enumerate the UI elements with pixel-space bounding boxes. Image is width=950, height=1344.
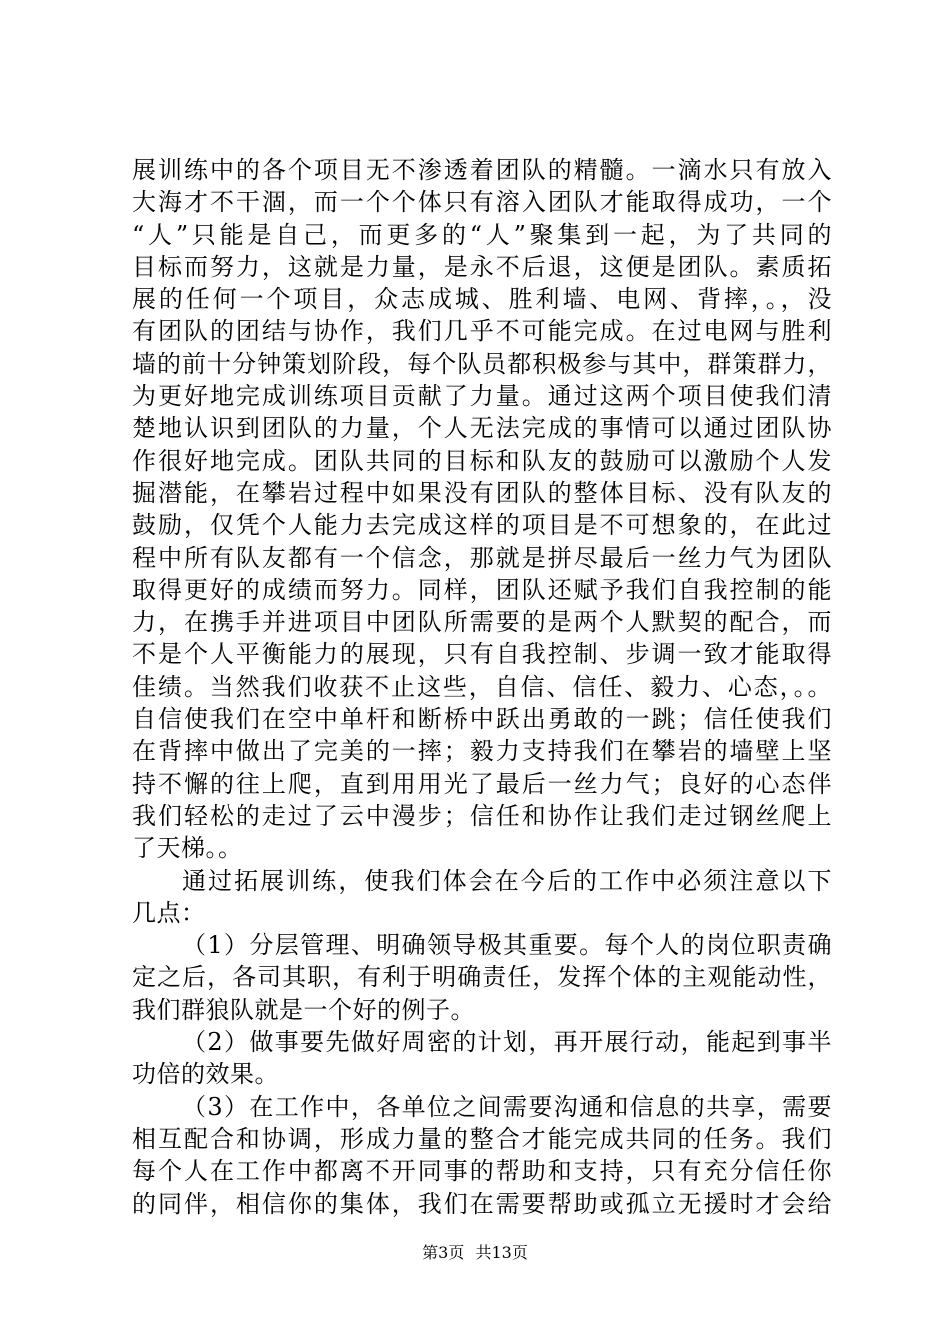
text-line: 楚地认识到团队的力量，个人无法完成的事情可以通过团队协	[132, 414, 832, 443]
text-line: 程中所有队友都有一个信念，那就是拼尽最后一丝力气为团队	[132, 543, 832, 572]
text-line: “人”只能是自己，而更多的“人”聚集到一起，为了共同的	[132, 220, 832, 249]
text-line: 目标而努力，这就是力量，是永不后退，这便是团队。素质拓	[132, 252, 832, 281]
text-line: 通过拓展训练，使我们体会在今后的工作中必须注意以下	[182, 866, 832, 895]
text-line: 佳绩。当然我们收获不止这些，自信、信任、毅力、心态，。。	[132, 672, 832, 701]
text-line: （2）做事要先做好周密的计划，再开展行动，能起到事半	[182, 1028, 832, 1057]
text-line: 定之后，各司其职，有利于明确责任，发挥个体的主观能动性，	[132, 963, 832, 992]
text-line: 相互配合和协调，形成力量的整合才能完成共同的任务。我们	[132, 1124, 832, 1153]
page-footer	[0, 1243, 950, 1263]
text-line: 鼓励，仅凭个人能力去完成这样的项目是不可想象的，在此过	[132, 511, 832, 540]
text-line: 持不懈的往上爬，直到用用光了最后一丝力气；良好的心态伴	[132, 769, 832, 798]
text-line: 掘潜能，在攀岩过程中如果没有团队的整体目标、没有队友的	[132, 478, 832, 507]
text-line: 几点：	[132, 898, 206, 927]
text-line: 我们群狼队就是一个好的例子。	[132, 995, 475, 1024]
text-line: 不是个人平衡能力的展现，只有自我控制、步调一致才能取得	[132, 640, 832, 669]
text-line: （3）在工作中，各单位之间需要沟通和信息的共享，需要	[182, 1092, 832, 1121]
text-line: 取得更好的成绩而努力。同样，团队还赋予我们自我控制的能	[132, 575, 832, 604]
document-body	[132, 154, 832, 1220]
text-line: 大海才不干涸，而一个个体只有溶入团队才能取得成功，一个	[132, 188, 832, 217]
text-line: 我们轻松的走过了云中漫步；信任和协作让我们走过钢丝爬上	[132, 801, 832, 830]
text-line: 在背摔中做出了完美的一摔；毅力支持我们在攀岩的墙壁上坚	[132, 737, 832, 766]
text-line: 展训练中的各个项目无不渗透着团队的精髓。一滴水只有放入	[132, 156, 832, 184]
text-line: 的同伴，相信你的集体，我们在需要帮助或孤立无援时才会给	[132, 1189, 832, 1218]
text-line: 为更好地完成训练项目贡献了力量。通过这两个项目使我们清	[132, 382, 832, 411]
text-line: 功倍的效果。	[132, 1060, 279, 1089]
text-line: 力，在携手并进项目中团队所需要的是两个人默契的配合，而	[132, 608, 832, 637]
text-line: 自信使我们在空中单杆和断桥中跃出勇敢的一跳；信任使我们	[132, 705, 832, 734]
text-line: 墙的前十分钟策划阶段，每个队员都积极参与其中，群策群力，	[132, 349, 832, 378]
page-total: 共13页	[475, 1243, 528, 1262]
text-line: 有团队的团结与协作，我们几乎不可能完成。在过电网与胜利	[132, 317, 832, 346]
text-line: 作很好地完成。团队共同的目标和队友的鼓励可以激励个人发	[132, 446, 832, 475]
text-line: 展的任何一个项目，众志成城、胜利墙、电网、背摔，。，没	[132, 285, 832, 314]
page-number: 第3页	[422, 1243, 465, 1262]
text-line: 每个人在工作中都离不开同事的帮助和支持，只有充分信任你	[132, 1157, 832, 1186]
text-line: 了天梯。。	[132, 834, 243, 863]
text-line: （1）分层管理、明确领导极其重要。每个人的岗位职责确	[182, 931, 832, 960]
